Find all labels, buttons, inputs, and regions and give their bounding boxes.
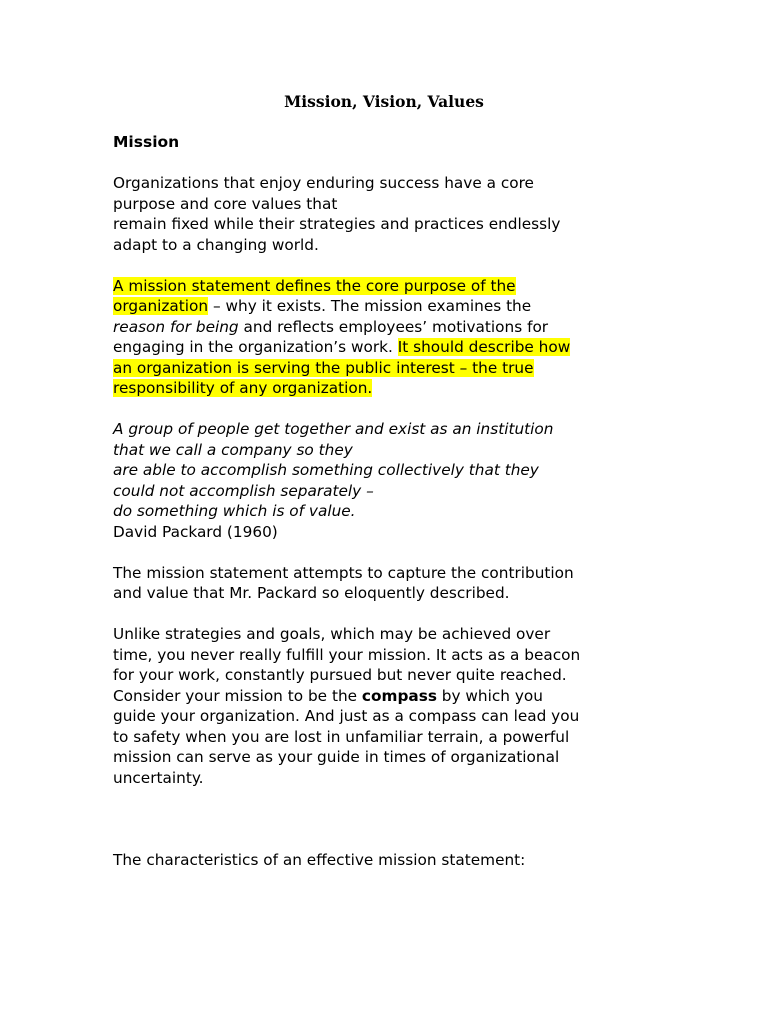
text-line: David Packard (1960)	[113, 522, 278, 541]
text-line: time, you never really fulfill your mission. It acts as a beacon	[113, 645, 581, 664]
bold-text: compass	[361, 686, 437, 705]
text-line: guide your organization. And just as a compass can lead you	[113, 707, 580, 725]
plain-text: Consider your mission to be the	[113, 686, 362, 705]
highlighted-text: organization	[113, 297, 209, 315]
paragraph-compass	[113, 624, 673, 788]
text-line: The characteristics of an effective mission statement:	[113, 850, 526, 869]
plain-text: and reflects employees’ motivations for	[238, 317, 549, 336]
quote-line: could not accomplish separately –	[113, 481, 374, 500]
italic-text: reason for being	[113, 317, 239, 336]
highlighted-text: responsibility of any organization.	[113, 379, 373, 397]
text-line: adapt to a changing world.	[113, 235, 319, 254]
text-line	[113, 337, 673, 358]
text-line: uncertainty.	[113, 768, 204, 787]
paragraph-intro	[113, 173, 673, 255]
text-line: Organizations that enjoy enduring success have a core	[113, 174, 534, 192]
spacer	[113, 604, 673, 625]
quote-line: are able to accomplish something collectively that they	[113, 461, 539, 479]
text-line	[113, 276, 673, 297]
quote-line: do something which is of value.	[113, 502, 356, 520]
document-title: Mission, Vision, Values	[284, 92, 484, 111]
spacer	[113, 153, 673, 174]
text-line	[113, 317, 673, 338]
document-body	[113, 132, 673, 870]
section-heading-mission: Mission	[113, 133, 180, 151]
highlighted-text: It should describe how	[397, 338, 571, 356]
text-line: and value that Mr. Packard so eloquently described.	[113, 584, 510, 602]
text-line: remain fixed while their strategies and practices endlessly	[113, 215, 561, 233]
quote-attribution	[113, 522, 673, 543]
quote-line: A group of people get together and exist as an institution	[113, 420, 554, 438]
text-line	[113, 686, 673, 707]
text-line	[113, 296, 673, 317]
text-line: to safety when you are lost in unfamiliar terrain, a powerful	[113, 727, 570, 746]
spacer	[113, 255, 673, 276]
quote-block	[113, 419, 673, 522]
text-line: The mission statement attempts to capture the contribution	[113, 563, 574, 582]
plain-text: – why it exists. The mission examines the	[208, 297, 532, 315]
text-line: mission can serve as your guide in times of organizational	[113, 748, 560, 766]
plain-text: engaging in the organization’s work.	[113, 338, 398, 356]
highlighted-text: A mission statement defines the core purpose of the	[113, 276, 516, 295]
quote-line: that we call a company so they	[113, 440, 353, 459]
spacer	[113, 399, 673, 420]
paragraph-mission-definition	[113, 276, 673, 399]
paragraph-packard	[113, 563, 673, 604]
text-line	[113, 358, 673, 379]
highlighted-text: an organization is serving the public interest – the true	[113, 358, 534, 377]
text-line	[113, 378, 673, 399]
text-line: purpose and core values that	[113, 194, 338, 213]
spacer	[113, 788, 673, 850]
plain-text: by which you	[436, 686, 543, 705]
spacer	[113, 542, 673, 563]
text-line: for your work, constantly pursued but never quite reached.	[113, 666, 567, 684]
paragraph-characteristics	[113, 850, 673, 871]
text-line: Unlike strategies and goals, which may be achieved over	[113, 625, 551, 643]
